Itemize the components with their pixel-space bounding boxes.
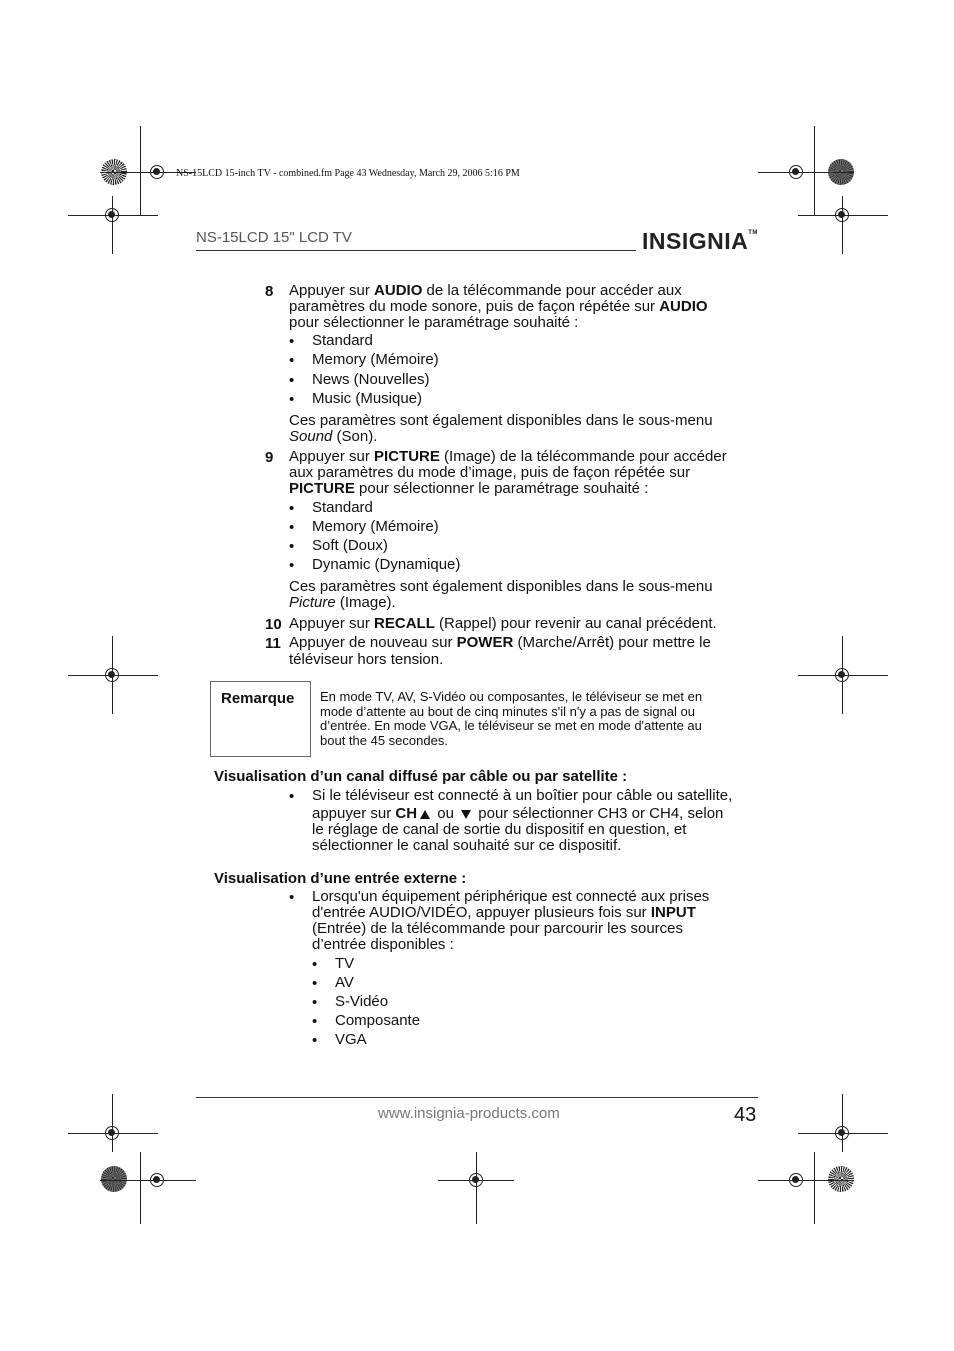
registration-icon <box>789 1173 803 1187</box>
bullet: • <box>289 500 295 517</box>
arrow-up-icon <box>420 810 430 819</box>
registration-icon <box>469 1173 483 1187</box>
registration-icon <box>789 165 803 179</box>
bullet: • <box>289 333 295 350</box>
step-text: Appuyer sur AUDIO de la télécommande pour accéder aux <box>289 282 682 299</box>
step-text: Appuyer sur PICTURE (Image) de la télécommande pour accéder <box>289 448 727 465</box>
registration-icon <box>105 668 119 682</box>
list-item: TV <box>335 955 355 972</box>
bullet: • <box>312 1013 318 1030</box>
footer-rule <box>196 1097 758 1098</box>
rosette-icon <box>828 1166 854 1192</box>
list-item: Music (Musique) <box>312 390 423 407</box>
note-text: En mode TV, AV, S-Vidéo ou composantes, le téléviseur se met en mode d’attente au bout de cinq minutes s'il n'y a pas de signal ou d’entrée. En mode VGA, le téléviseur se met en mode d'attente au bout the 45 secondes. <box>320 689 703 748</box>
list-item: Standard <box>312 332 373 349</box>
bullet: • <box>289 557 295 574</box>
step-text: Ces paramètres sont également disponibles dans le sous-menu <box>289 412 713 429</box>
section-text: le réglage de canal de sortie du dispositif en question, et <box>312 821 687 838</box>
section-text: sélectionner le canal souhaité sur ce dispositif. <box>312 837 622 854</box>
list-item: Composante <box>335 1012 421 1029</box>
arrow-down-icon <box>461 810 471 819</box>
step-number: 9 <box>265 449 274 466</box>
section-text: Lorsqu'un équipement périphérique est connecté aux prises <box>312 888 710 905</box>
step-text: Picture (Image). <box>289 594 396 611</box>
step-text: aux paramètres du mode d’image, puis de façon répétée sur <box>289 464 691 481</box>
bullet: • <box>289 352 295 369</box>
step-number: 11 <box>265 635 281 652</box>
insignia-logo: INSIGNIA™ <box>642 228 758 254</box>
bullet: • <box>289 538 295 555</box>
bullet: • <box>312 1032 318 1049</box>
rosette-icon <box>101 1166 127 1192</box>
bullet: • <box>312 956 318 973</box>
list-item: VGA <box>335 1031 367 1048</box>
section-text: d'entrée AUDIO/VIDÉO, appuyer plusieurs fois sur INPUT <box>312 904 696 921</box>
header-rule <box>196 250 636 251</box>
step-text: Ces paramètres sont également disponibles dans le sous-menu <box>289 578 713 595</box>
list-item: Dynamic (Dynamique) <box>312 556 461 573</box>
section-heading: Visualisation d’une entrée externe : <box>214 870 467 887</box>
registration-icon <box>835 208 849 222</box>
bullet: • <box>312 994 318 1011</box>
footer-url: www.insignia-products.com <box>378 1105 560 1122</box>
file-info: NS-15LCD 15-inch TV - combined.fm Page 43 Wednesday, March 29, 2006 5:16 PM <box>176 168 520 179</box>
bullet: • <box>289 372 295 389</box>
registration-icon <box>150 1173 164 1187</box>
list-item: Memory (Mémoire) <box>312 351 439 368</box>
section-text: Si le téléviseur est connecté à un boîtier pour câble ou satellite, <box>312 787 733 804</box>
step-text: pour sélectionner le paramétrage souhaité : <box>289 314 579 331</box>
registration-icon <box>105 1126 119 1140</box>
step-text: Appuyer sur RECALL (Rappel) pour revenir au canal précédent. <box>289 615 717 632</box>
list-item: Soft (Doux) <box>312 537 388 554</box>
bullet: • <box>289 391 295 408</box>
step-text: paramètres du mode sonore, puis de façon répétée sur AUDIO <box>289 298 708 315</box>
section-text: appuyer sur CH ou pour sélectionner CH3 or CH4, selon <box>312 805 724 822</box>
list-item: S-Vidéo <box>335 993 389 1010</box>
bullet: • <box>289 788 295 805</box>
section-text: d’entrée disponibles : <box>312 936 454 953</box>
bullet: • <box>289 889 295 906</box>
list-item: Memory (Mémoire) <box>312 518 439 535</box>
section-heading: Visualisation d’un canal diffusé par câble ou par satellite : <box>214 768 628 785</box>
step-text: Appuyer de nouveau sur POWER (Marche/Arrêt) pour mettre le <box>289 634 711 651</box>
list-item: AV <box>335 974 354 991</box>
step-text: Sound (Son). <box>289 428 378 445</box>
bullet: • <box>289 519 295 536</box>
list-item: Standard <box>312 499 373 516</box>
registration-icon <box>105 208 119 222</box>
step-text: téléviseur hors tension. <box>289 651 444 668</box>
step-number: 10 <box>265 616 282 633</box>
registration-icon <box>835 668 849 682</box>
registration-icon <box>835 1126 849 1140</box>
registration-icon <box>150 165 164 179</box>
note-label: Remarque <box>221 690 295 707</box>
bullet: • <box>312 975 318 992</box>
header-title: NS-15LCD 15" LCD TV <box>196 229 352 246</box>
page-number: 43 <box>734 1104 757 1126</box>
step-text: PICTURE pour sélectionner le paramétrage souhaité : <box>289 480 649 497</box>
list-item: News (Nouvelles) <box>312 371 430 388</box>
section-text: (Entrée) de la télécommande pour parcourir les sources <box>312 920 684 937</box>
step-number: 8 <box>265 283 274 300</box>
